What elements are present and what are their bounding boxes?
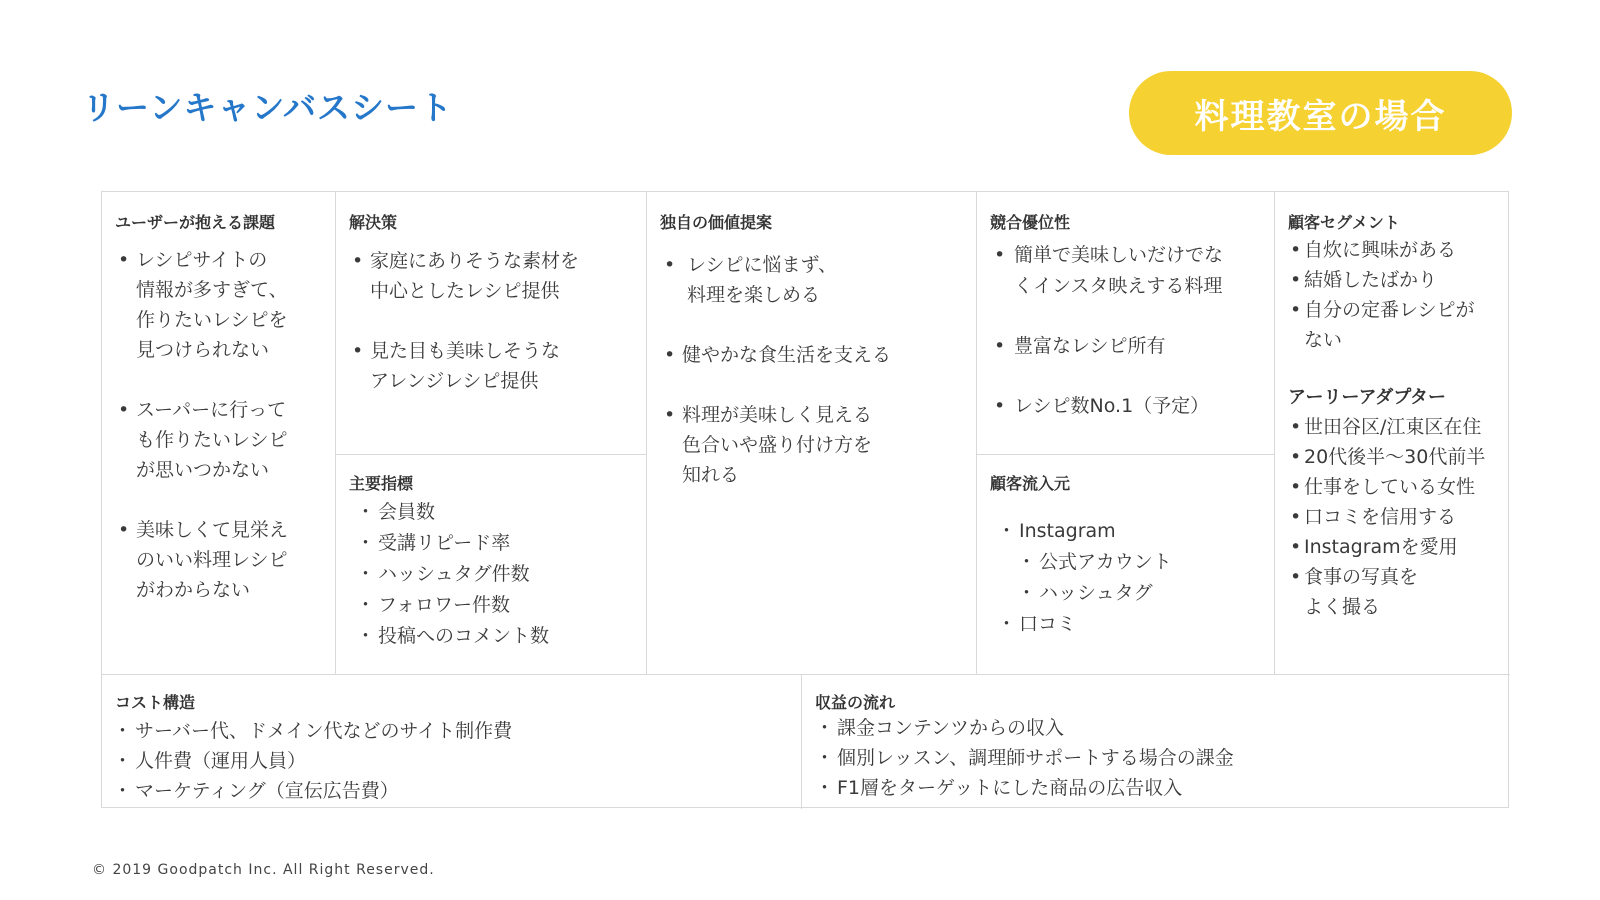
cost-structure-cell [102,674,802,809]
list-item: ・ Instagram [999,516,1269,547]
revenue-streams-title: 収益の流れ [815,693,896,712]
list-item: ・ 口コミ [999,609,1269,640]
channels-cell [977,455,1275,674]
list-item: • 家庭にありそうな素材を 中心としたレシピ提供 [350,246,640,306]
list-item: ・ フォロワー件数 [358,590,638,621]
uvp-title: 独自の価値提案 [660,213,773,232]
unfair-advantage-cell [977,192,1275,455]
case-badge-label: 料理教室の場合 [1194,96,1447,137]
channels-title: 顧客流入元 [990,474,1071,493]
list-item: ・ 投稿へのコメント数 [358,621,638,652]
list-item: • 口コミを信用する [1288,502,1508,532]
list-item: ・ マーケティング（宣伝広告費） [115,776,795,806]
list-item: • 世田谷区/江東区在住 [1288,412,1508,442]
key-metrics-title: 主要指標 [349,474,414,493]
solution-title: 解決策 [349,213,398,232]
unfair-advantage-list [992,240,1272,422]
cost-structure-list [115,716,795,806]
list-item: • 豊富なレシピ所有 [992,331,1272,362]
revenue-streams-list [817,713,1497,803]
list-item: • 自分の定番レシピが ない [1288,295,1508,355]
problem-title: ユーザーが抱える課題 [115,213,276,232]
early-adopters-title: アーリーアダプター [1288,387,1447,408]
list-item: • 結婚したばかり [1288,265,1508,295]
early-adopters-list [1288,412,1508,622]
channels-list [999,516,1269,640]
list-item: ・ ハッシュタグ [999,578,1269,609]
list-item: ・ 受講リピード率 [358,528,638,559]
customer-segments-list [1288,235,1508,355]
list-item: • 仕事をしている女性 [1288,472,1508,502]
list-item: ・ 課金コンテンツからの収入 [817,713,1497,743]
list-item: ・ 公式アカウント [999,547,1269,578]
copyright-footer: © 2019 Goodpatch Inc. All Right Reserved. [92,862,435,878]
lean-canvas [101,191,1509,808]
customer-segments-cell [1275,192,1510,674]
list-item: • 美味しくて見栄え のいい料理レシピ がわからない [116,515,331,605]
problem-list [116,245,331,605]
list-item: • 簡単で美味しいだけでな くインスタ映えする料理 [992,240,1272,302]
revenue-streams-cell [802,674,1510,809]
uvp-cell [647,192,977,674]
list-item: • レシピに悩まず、 料理を楽しめる [662,250,972,310]
page-title: リーンキャンバスシート [82,88,454,127]
key-metrics-list [358,497,638,652]
list-item: • レシピ数No.1（予定） [992,391,1272,422]
customer-segments-title: 顧客セグメント [1288,213,1400,232]
list-item: • 食事の写真を よく撮る [1288,562,1508,622]
uvp-list [662,250,972,490]
list-item: • 20代後半〜30代前半 [1288,442,1508,472]
solution-cell [336,192,647,455]
list-item: ・ 個別レッスン、調理師サポートする場合の課金 [817,743,1497,773]
case-badge [1129,71,1512,155]
list-item: ・ F1層をターゲットにした商品の広告収入 [817,773,1497,803]
list-item: • スーパーに行って も作りたいレシピ が思いつかない [116,395,331,485]
list-item: • Instagramを愛用 [1288,532,1508,562]
list-item: • 健やかな食生活を支える [662,340,972,370]
key-metrics-cell [336,455,647,674]
list-item: ・ 会員数 [358,497,638,528]
unfair-advantage-title: 競合優位性 [990,213,1071,232]
cost-structure-title: コスト構造 [115,693,196,712]
list-item: ・ サーバー代、ドメイン代などのサイト制作費 [115,716,795,746]
list-item: • 料理が美味しく見える 色合いや盛り付け方を 知れる [662,400,972,490]
list-item: ・ ハッシュタグ件数 [358,559,638,590]
list-item: • 自炊に興味がある [1288,235,1508,265]
list-item: • 見た目も美味しそうな アレンジレシピ提供 [350,336,640,396]
list-item: ・ 人件費（運用人員） [115,746,795,776]
problem-cell [102,192,336,674]
solution-list [350,246,640,396]
list-item: • レシピサイトの 情報が多すぎて、 作りたいレシピを 見つけられない [116,245,331,365]
